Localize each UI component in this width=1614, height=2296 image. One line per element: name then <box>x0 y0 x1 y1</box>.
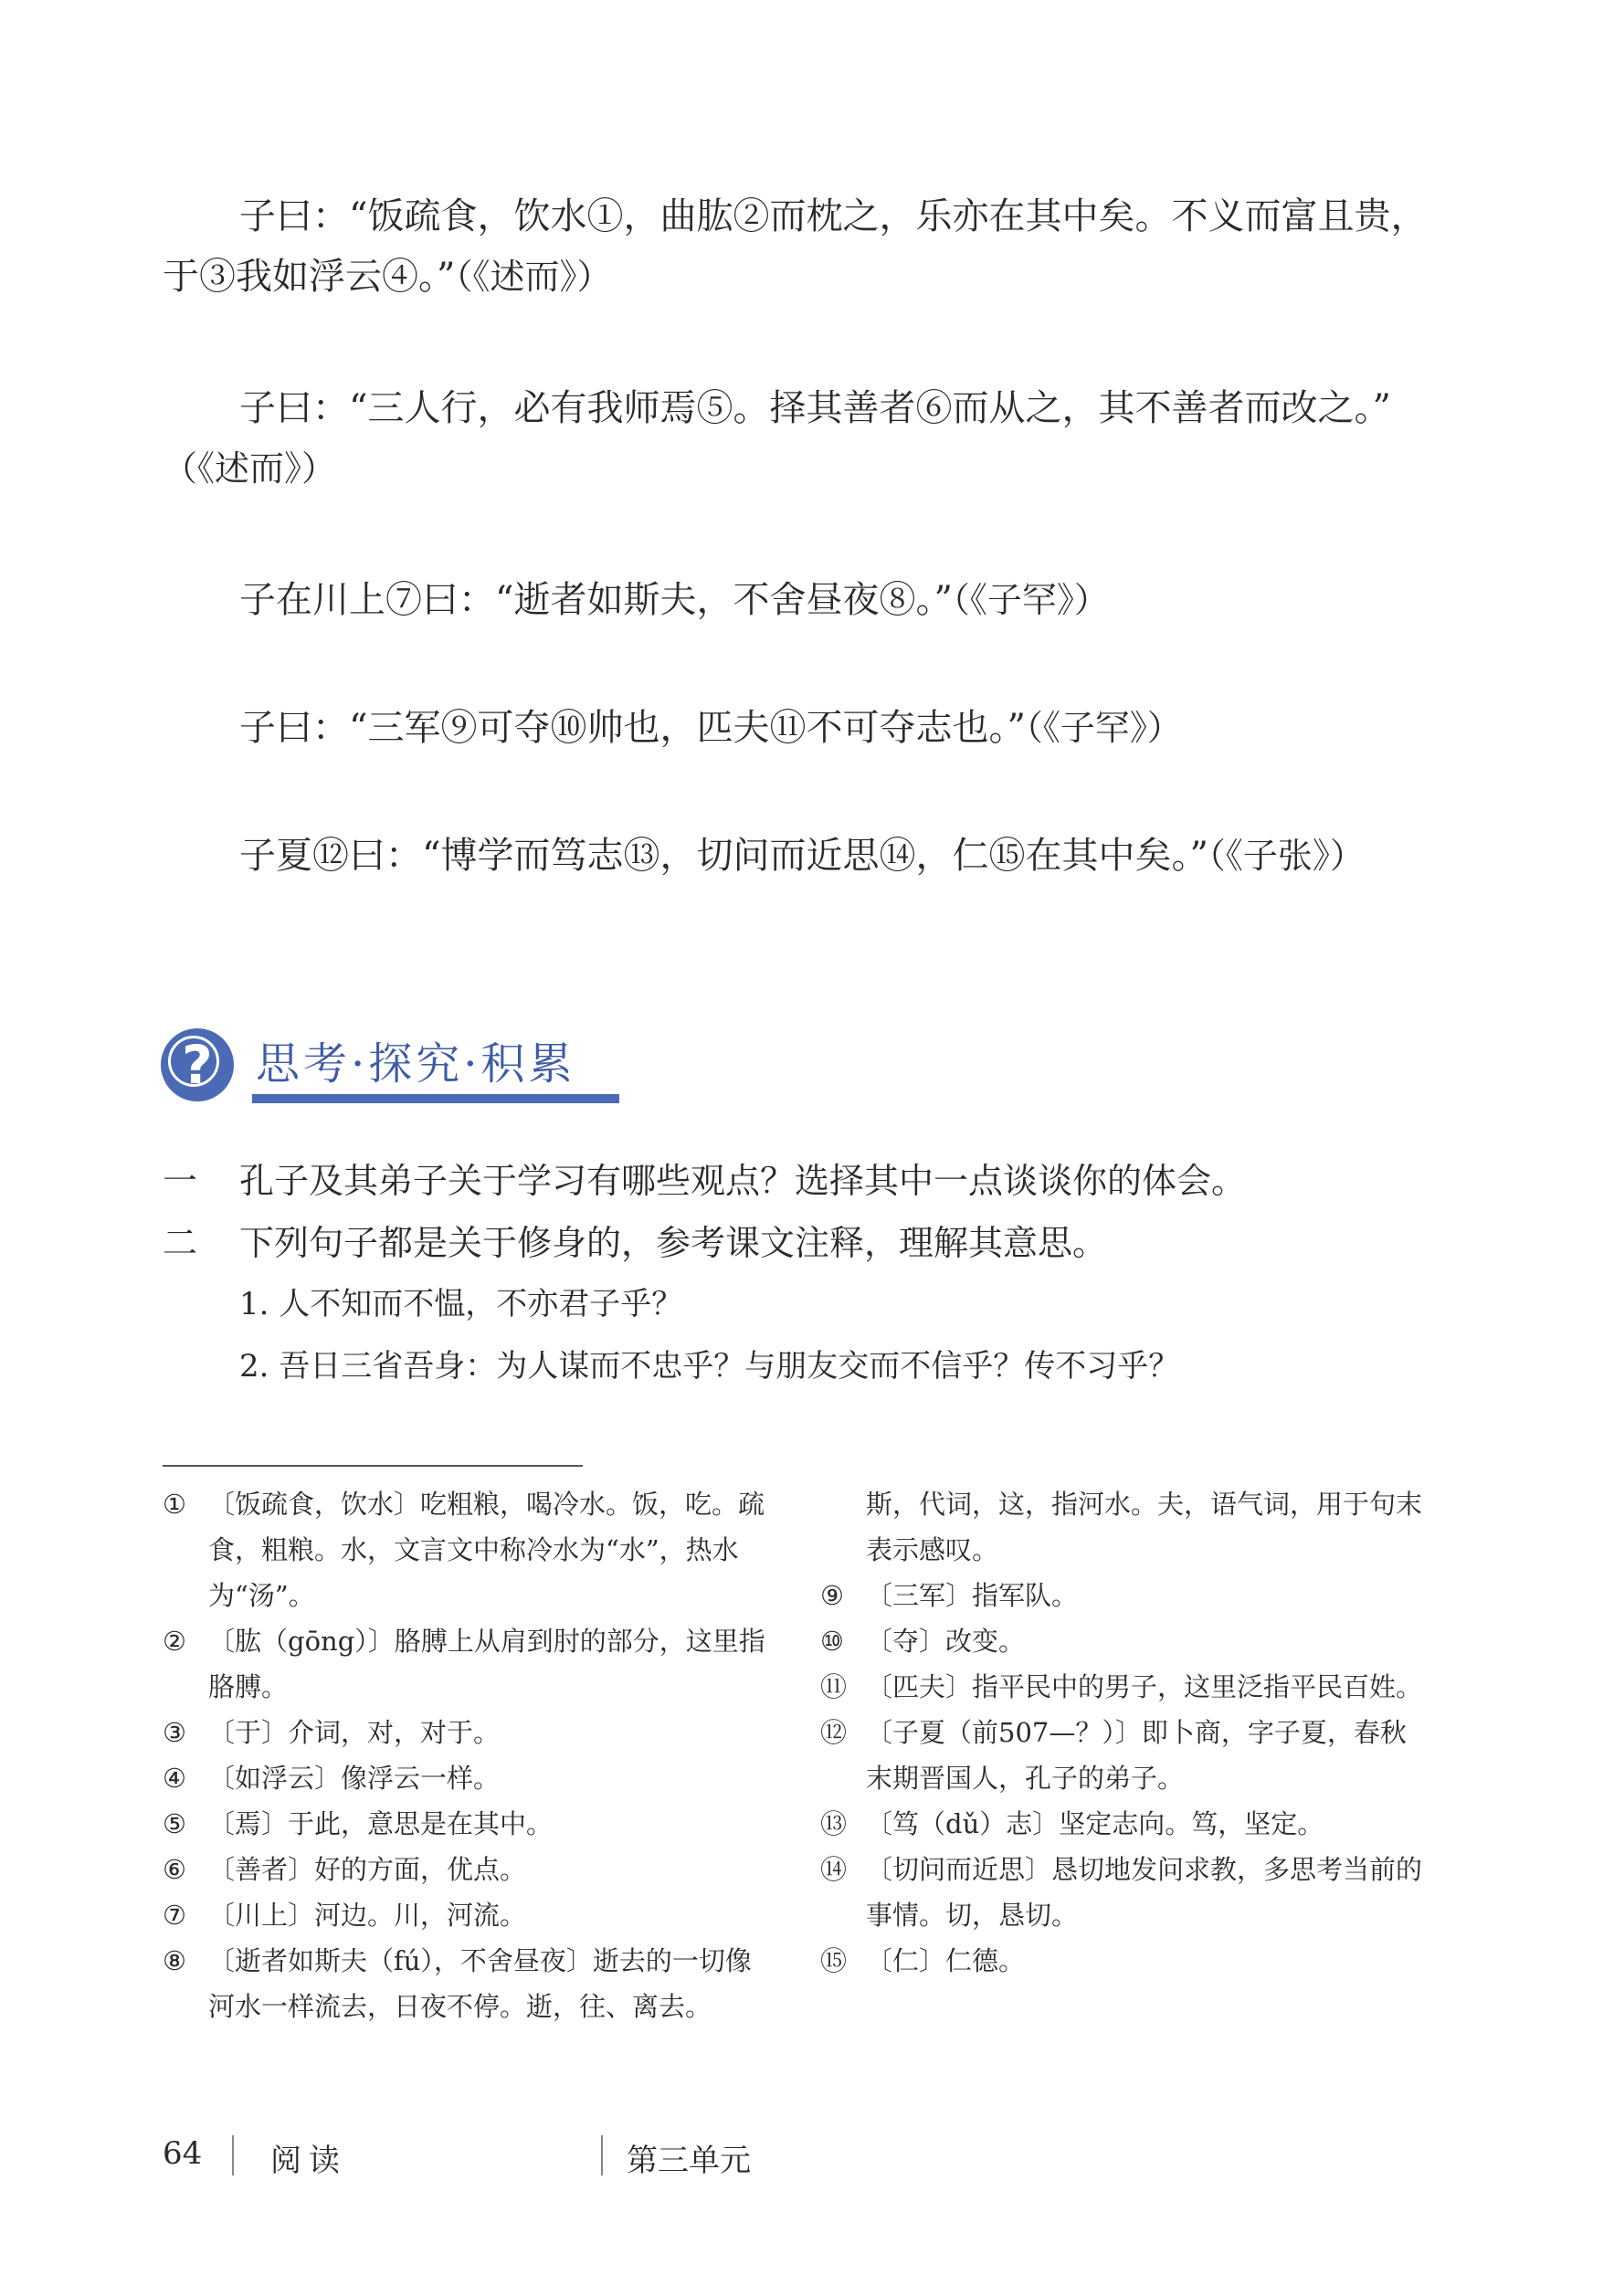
footnote-text: 〔夺〕改变。 <box>866 1626 1026 1657</box>
passage-3 <box>163 570 1423 630</box>
footnote-text: 〔川上〕河边。川，河流。 <box>208 1900 527 1931</box>
footnote <box>820 1938 1423 1984</box>
footnote-number: ⑨ <box>820 1580 844 1611</box>
question-1-text: 孔子及其弟子关于学习有哪些观点？选择其中一点谈谈你的体会。 <box>239 1161 1247 1201</box>
footnote-text: 〔笃（dǔ）志〕坚定志向。笃，坚定。 <box>866 1808 1324 1839</box>
footnote-text: 〔于〕介词，对，对于。 <box>208 1717 501 1748</box>
footnote-number: ⑪ <box>820 1671 848 1702</box>
footnote-text: 〔饭疏食，饮水〕吃粗粮，喝冷水。饭，吃。疏食，粗粮。水，文言文中称冷水为“水”，热水为“汤”。 <box>208 1489 765 1611</box>
footnote <box>163 1847 765 1892</box>
footnote <box>820 1618 1423 1664</box>
passage-5 <box>163 826 1423 886</box>
passage-4-source: （《子罕》） <box>1025 708 1182 748</box>
footnote <box>163 1618 765 1710</box>
question-mark-icon: ? <box>161 1028 234 1101</box>
passage-3-line-1: 子在川上⑦曰：“逝者如斯夫，不舍昼夜⑧。” <box>239 579 953 621</box>
footnote <box>820 1664 1423 1710</box>
page-footer <box>163 2128 1441 2183</box>
question-2-text: 下列句子都是关于修身的，参考课文注释，理解其意思。 <box>239 1223 1108 1263</box>
question-2 <box>163 1215 1107 1265</box>
footnote-number: ① <box>163 1489 186 1520</box>
footer-unit: 第三单元 <box>627 2143 751 2179</box>
passage-1-line-1: 子曰：“饭疏食，饮水①，曲肱②而枕之，乐亦在其中矣。不义而富且贵， <box>239 195 1428 237</box>
footnote-divider <box>163 1465 583 1467</box>
footnote <box>163 1801 765 1847</box>
footnote-number: ⑮ <box>820 1945 848 1976</box>
footnote-text: 〔焉〕于此，意思是在其中。 <box>208 1808 554 1839</box>
section-title: 思考·探究·积累 <box>256 1038 576 1090</box>
footnote <box>163 1481 765 1618</box>
passage-5-line-1: 子夏⑫曰：“博学而笃志⑬，切问而近思⑭，仁⑮在其中矣。” <box>239 835 1208 877</box>
footnote-text: 〔逝者如斯夫（fú），不舍昼夜〕逝去的一切像河水一样流去，日夜不停。逝，往、离去。 <box>208 1945 752 2022</box>
footnote <box>163 1892 765 1938</box>
page-number: 64 <box>163 2135 203 2172</box>
passage-4 <box>163 698 1423 758</box>
footer-divider <box>601 2135 603 2175</box>
footnote-text: 〔善者〕好的方面，优点。 <box>208 1854 527 1885</box>
footnote-number: ⑭ <box>820 1854 848 1885</box>
footer-divider <box>232 2135 234 2175</box>
footnote-text: 〔如浮云〕像浮云一样。 <box>208 1763 501 1794</box>
footnote-text: 〔三军〕指军队。 <box>866 1580 1079 1611</box>
footnote-number: ③ <box>163 1717 186 1748</box>
footnote-number: ⑩ <box>820 1626 844 1657</box>
question-2-number: 二 <box>163 1223 198 1263</box>
footnote <box>163 1938 765 2029</box>
question-1 <box>163 1153 1246 1203</box>
sub-item-1: 1. 人不知而不愠，不亦君子乎？ <box>239 1286 683 1322</box>
footnote-text: 〔切问而近思〕恳切地发问求教，多思考当前的事情。切，恳切。 <box>866 1854 1423 1931</box>
passage-2-line-1: 子曰：“三人行，必有我师焉⑤。择其善者⑥而从之，其不善者而改之。” <box>239 387 1391 429</box>
passage-2-source: （《述而》） <box>163 448 337 489</box>
footnote-text: 〔子夏（前507—？）〕即卜商，字子夏，春秋末期晋国人，孔子的弟子。 <box>866 1717 1407 1794</box>
footnotes-right-column <box>820 1481 1423 1984</box>
footnote <box>820 1573 1423 1618</box>
section-heading <box>161 1019 636 1120</box>
footnote-number: ② <box>163 1626 186 1657</box>
footnote-text: 〔肱（gōng）〕胳膊上从肩到肘的部分，这里指胳膊。 <box>208 1626 765 1702</box>
footnote-text: 〔匹夫〕指平民中的男子，这里泛指平民百姓。 <box>866 1671 1423 1702</box>
footnote-number: ⑬ <box>820 1808 848 1839</box>
footnote-continuation <box>820 1481 1423 1573</box>
question-1-number: 一 <box>163 1161 198 1201</box>
sub-item-2: 2. 吾日三省吾身：为人谋而不忠乎？与朋友交而不信乎？传不习乎？ <box>239 1348 1180 1385</box>
footnote <box>820 1847 1423 1938</box>
footnote <box>820 1801 1423 1847</box>
passage-3-source: （《子罕》） <box>952 580 1109 620</box>
passage-2 <box>163 378 1423 499</box>
footnote-number: ⑦ <box>163 1900 186 1931</box>
footnote-number: ④ <box>163 1763 186 1794</box>
passage-5-source: （《子张》） <box>1208 836 1365 876</box>
footnote-text: 〔仁〕仁德。 <box>866 1945 1026 1976</box>
footnote-number: ⑥ <box>163 1854 186 1885</box>
footnotes-left-column <box>163 1481 765 2029</box>
passage-4-line-1: 子曰：“三军⑨可夺⑩帅也，匹夫⑪不可夺志也。” <box>239 707 1026 749</box>
passage-1-line-2: 于③我如浮云④。” <box>163 256 456 298</box>
footnote-number: ⑤ <box>163 1808 186 1839</box>
footnote <box>163 1710 765 1755</box>
footnote <box>820 1710 1423 1801</box>
footnote-number: ⑫ <box>820 1717 848 1748</box>
section-underline <box>252 1094 619 1103</box>
footnote-text: 斯，代词，这，指河水。夫，语气词，用于句末表示感叹。 <box>866 1489 1423 1565</box>
footer-section: 阅读 <box>270 2143 347 2179</box>
footnote-number: ⑧ <box>163 1945 186 1976</box>
passage-1-source: （《述而》） <box>455 257 612 297</box>
footnote <box>163 1755 765 1801</box>
passage-1 <box>163 186 1428 307</box>
